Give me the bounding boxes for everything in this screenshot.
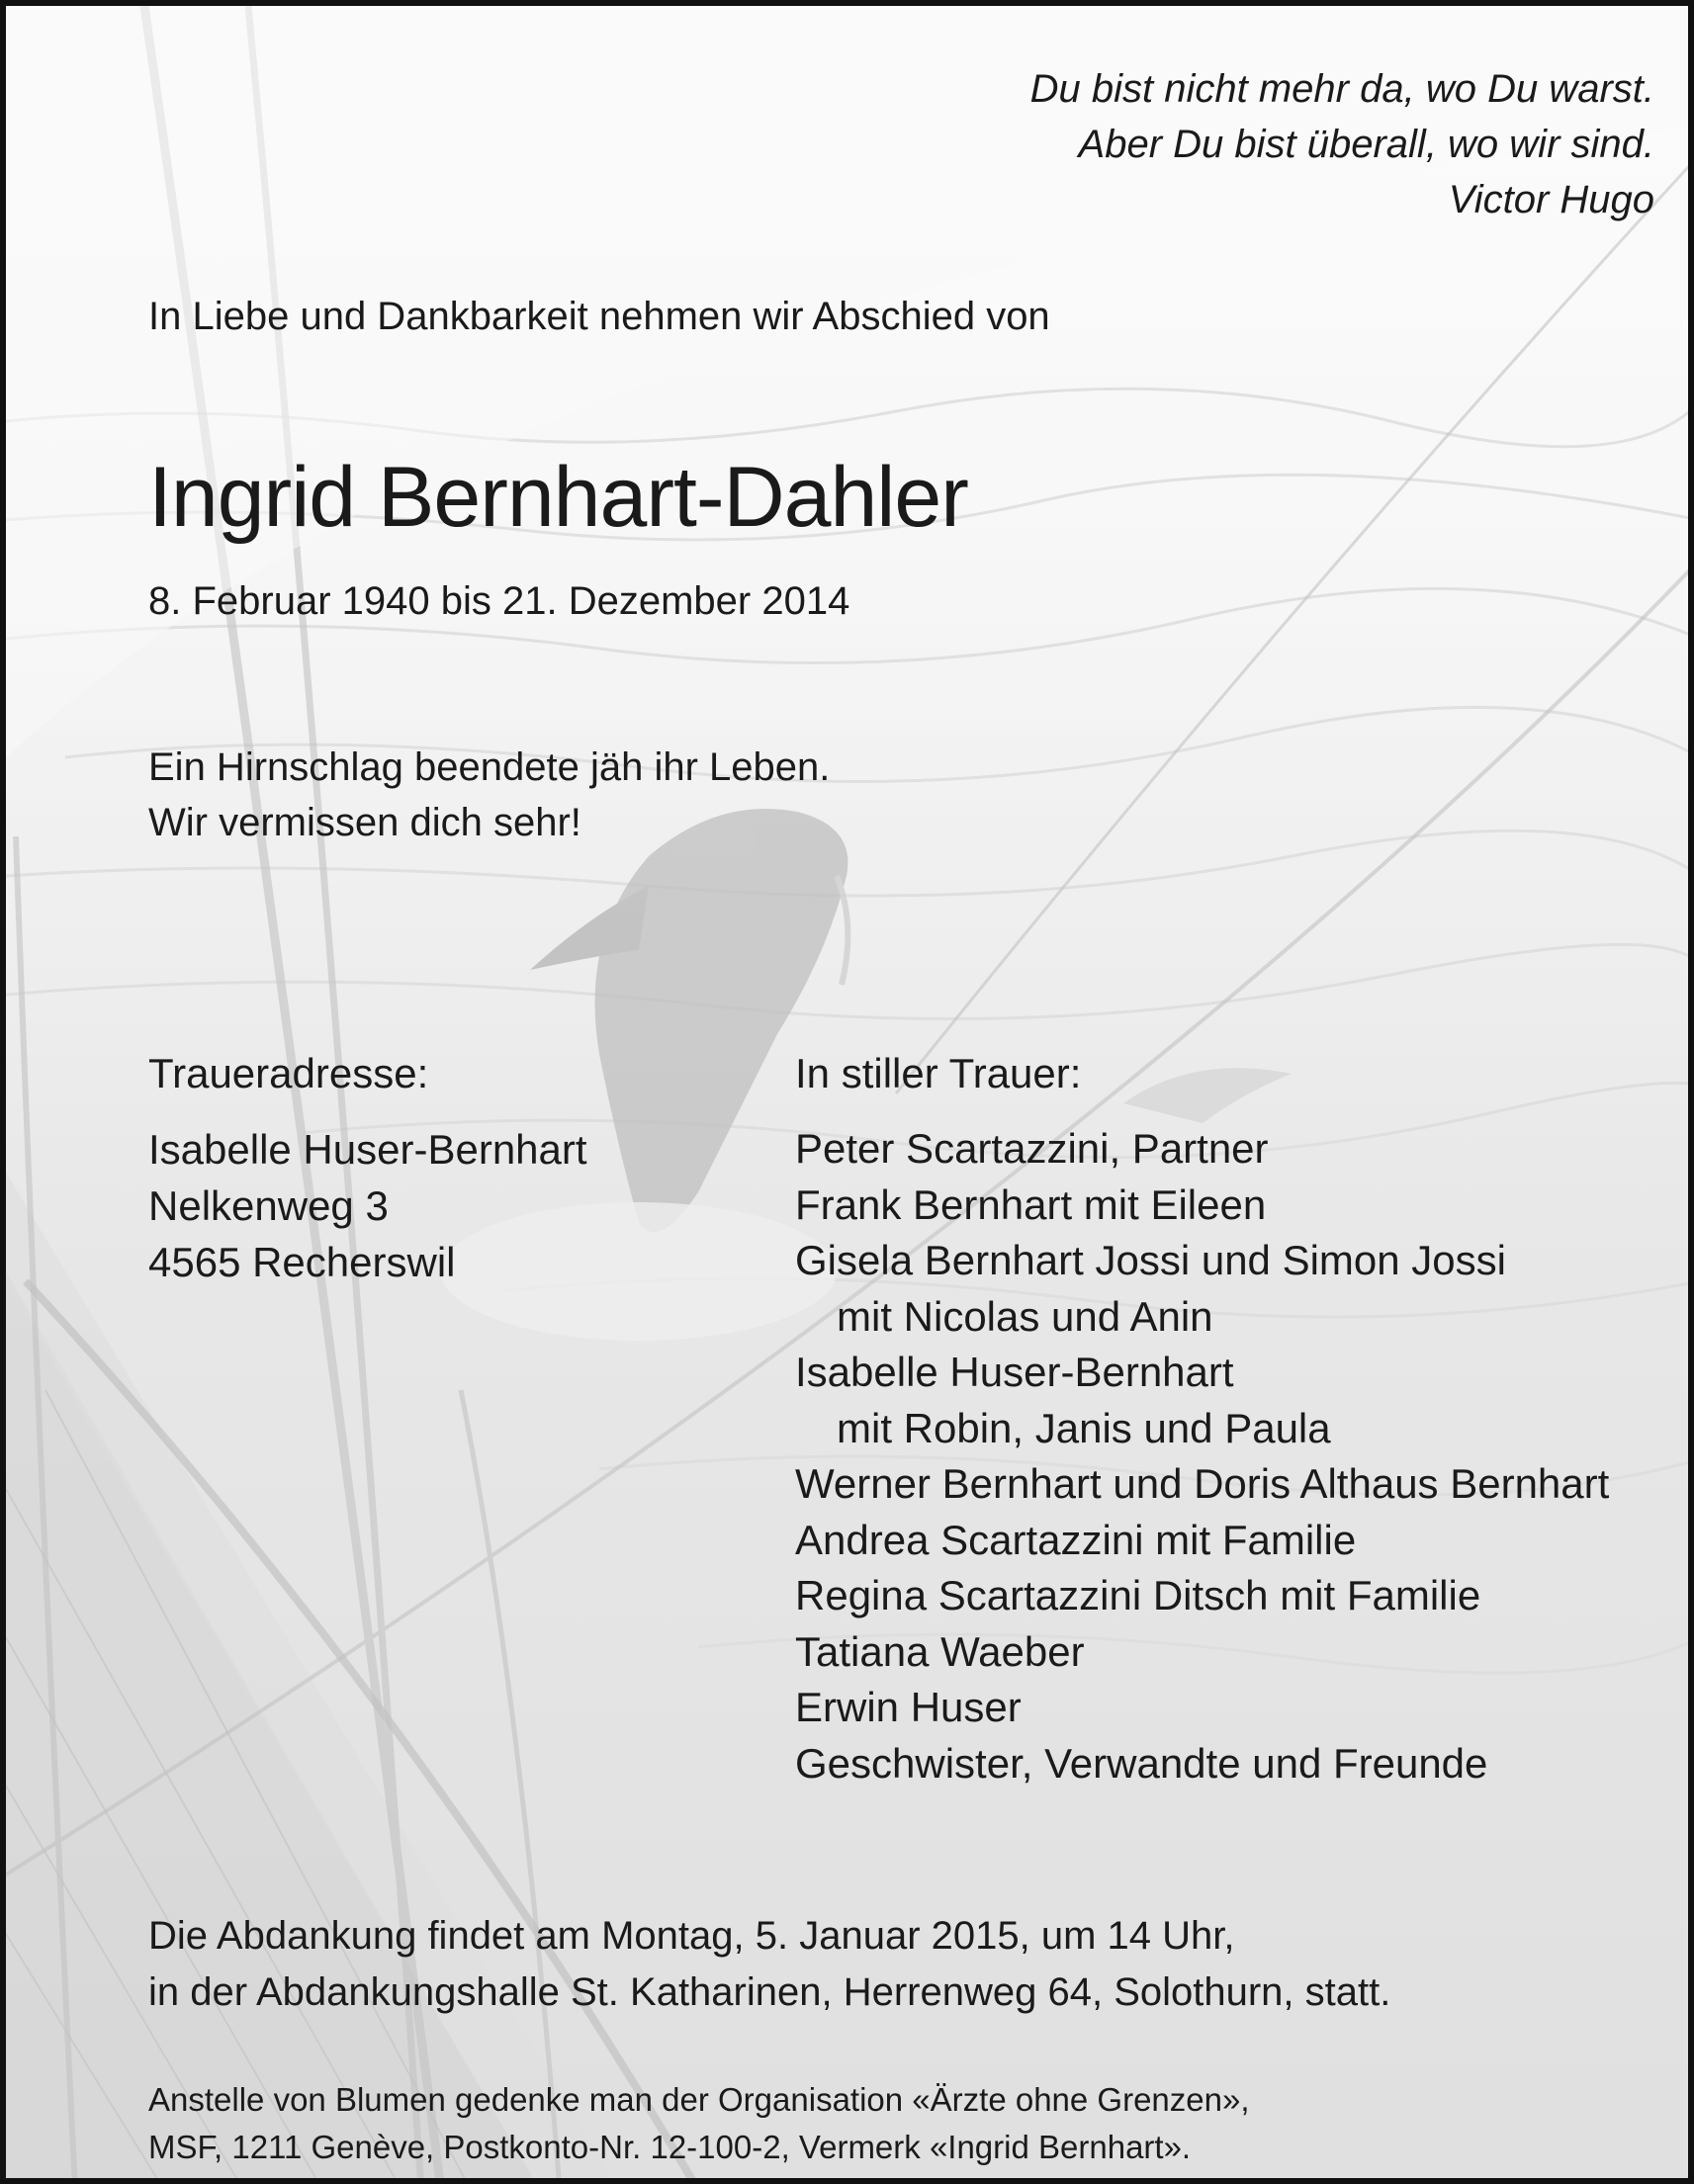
mourner-line: Frank Bernhart mit Eileen xyxy=(795,1180,1267,1228)
quote-line-2: Aber Du bist überall, wo wir sind. xyxy=(1078,123,1654,166)
address-name: Isabelle Huser-Bernhart xyxy=(148,1126,587,1173)
epigraph-quote xyxy=(1030,61,1654,227)
personal-message xyxy=(148,740,830,850)
mourner-line: Peter Scartazzini, Partner xyxy=(795,1125,1269,1172)
mourner-line: Isabelle Huser-Bernhart xyxy=(795,1349,1234,1395)
mourner-line: Tatiana Waeber xyxy=(795,1627,1085,1675)
mourners-list xyxy=(795,1121,1609,1791)
mourner-line: mit Nicolas und Anin xyxy=(837,1292,1213,1340)
ceremony-line-2: in der Abdankungshalle St. Katharinen, Herrenweg 64, Solothurn, statt. xyxy=(148,1970,1391,2014)
deceased-name: Ingrid Bernhart-Dahler xyxy=(148,450,968,545)
message-line-1: Ein Hirnschlag beendete jäh ihr Leben. xyxy=(148,745,831,789)
mourners-heading: In stiller Trauer: xyxy=(795,1050,1082,1096)
mourner-line: Gisela Bernhart Jossi und Simon Jossi xyxy=(795,1237,1506,1283)
mourning-address xyxy=(148,1121,587,1290)
mourner-line: Regina Scartazzini Ditsch mit Familie xyxy=(795,1572,1481,1618)
mourner-line: Erwin Huser xyxy=(795,1684,1022,1730)
donation-note xyxy=(148,2076,1250,2171)
donation-line-2: MSF, 1211 Genève, Postkonto-Nr. 12-100-2, Vermerk «Ingrid Bernhart». xyxy=(148,2129,1192,2165)
address-heading: Traueradresse: xyxy=(148,1050,429,1096)
address-street: Nelkenweg 3 xyxy=(148,1182,389,1229)
ceremony-line-1: Die Abdankung findet am Montag, 5. Januar 2015, um 14 Uhr, xyxy=(148,1914,1235,1958)
mourner-line: Geschwister, Verwandte und Freunde xyxy=(795,1739,1488,1787)
quote-line-1: Du bist nicht mehr da, wo Du warst. xyxy=(1029,67,1654,111)
mourner-line: mit Robin, Janis und Paula xyxy=(837,1404,1331,1451)
quote-author: Victor Hugo xyxy=(1448,178,1654,221)
ceremony-info xyxy=(148,1908,1390,2021)
intro-text: In Liebe und Dankbarkeit nehmen wir Abschied von xyxy=(148,295,1050,338)
mourner-line: Andrea Scartazzini mit Familie xyxy=(795,1516,1357,1563)
message-line-2: Wir vermissen dich sehr! xyxy=(148,801,581,844)
life-dates: 8. Februar 1940 bis 21. Dezember 2014 xyxy=(148,579,850,623)
donation-line-1: Anstelle von Blumen gedenke man der Organisation «Ärzte ohne Grenzen», xyxy=(148,2081,1250,2118)
mourner-line: Werner Bernhart und Doris Althaus Bernhart xyxy=(795,1460,1610,1507)
address-city: 4565 Recherswil xyxy=(148,1239,456,1285)
